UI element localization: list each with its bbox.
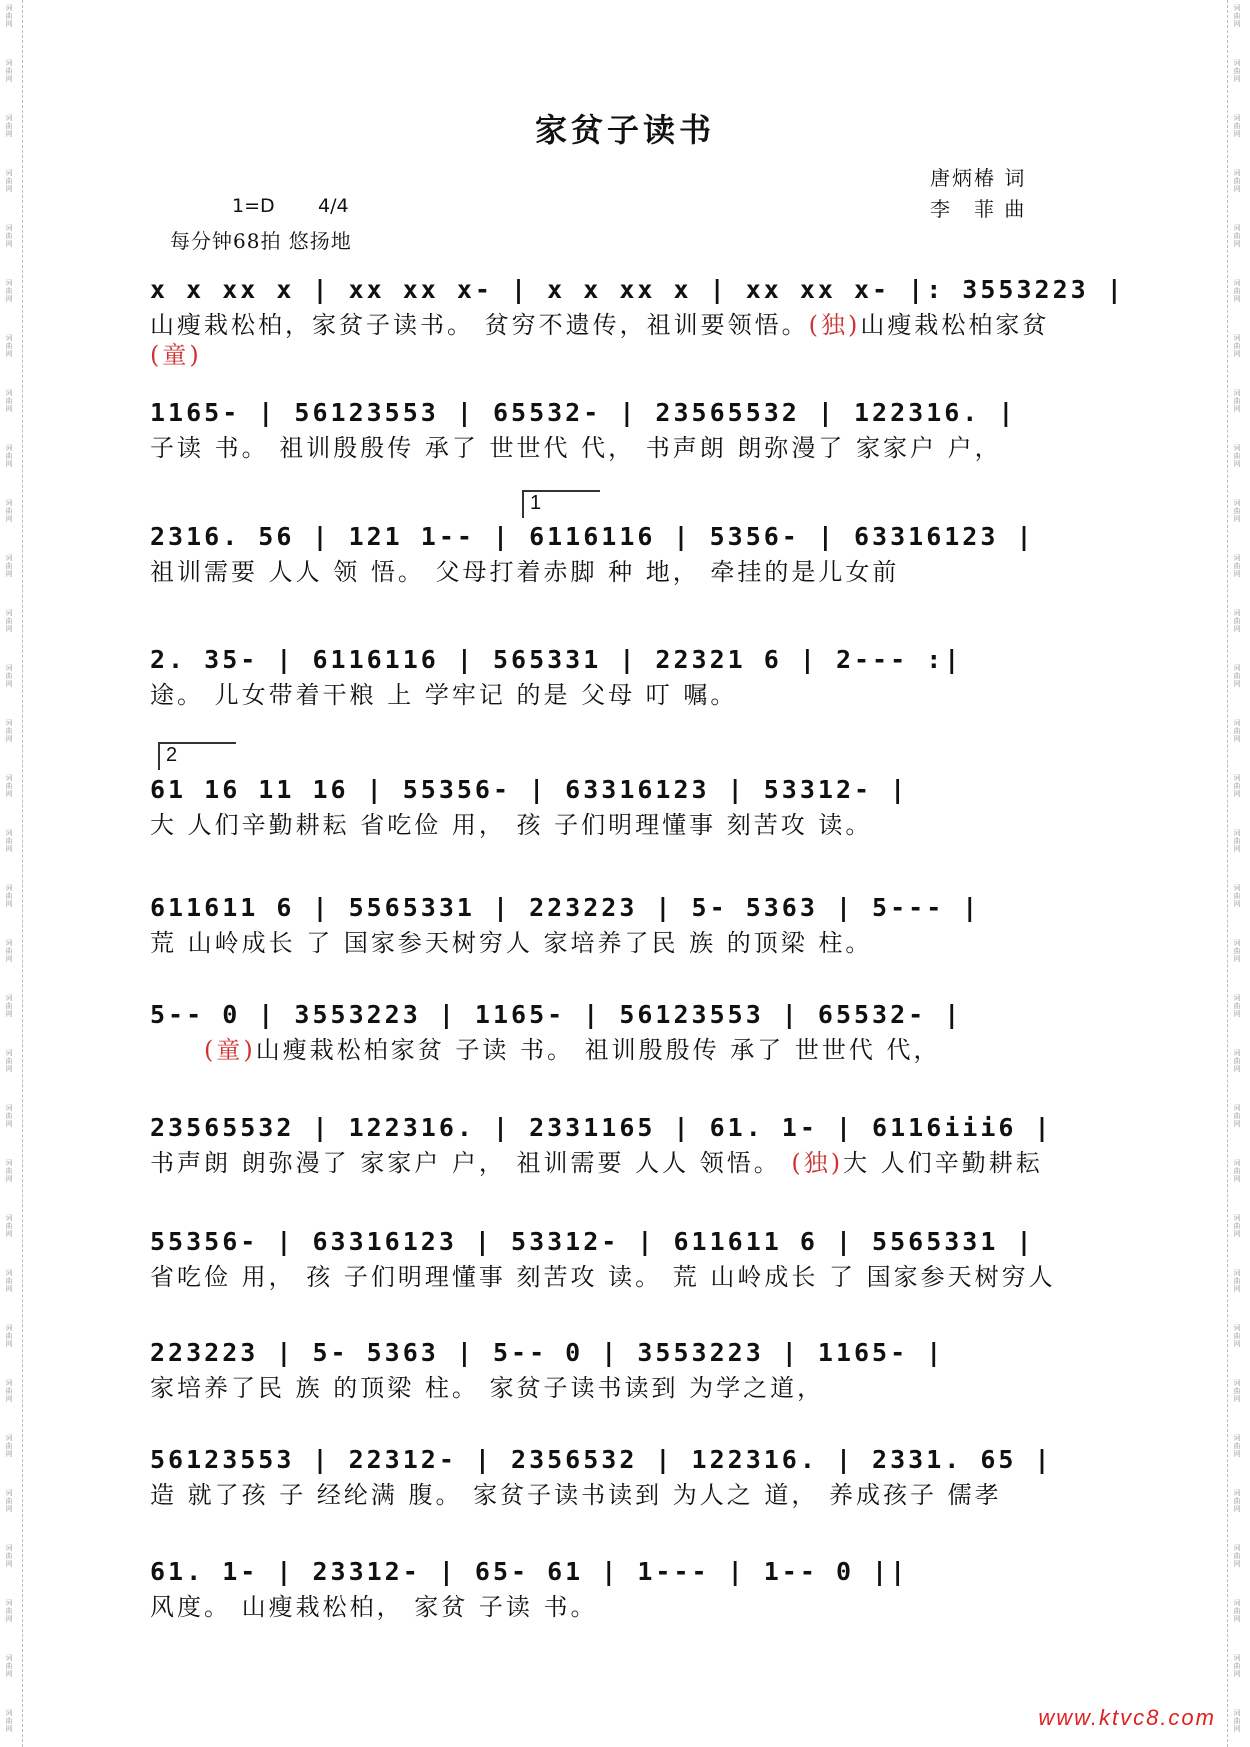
lyric-text: 风度。 山瘦栽松柏， 家贫 子读 书。	[150, 1593, 598, 1621]
watermark-text: 词曲网	[5, 554, 13, 578]
key-signature: 1=D	[232, 195, 275, 217]
watermark-text: 词曲网	[1233, 279, 1241, 303]
watermark-text: 词曲网	[5, 1049, 13, 1073]
lyric-text: 造 就了孩 子 经纶满 腹。 家贫子读书读到 为人之 道， 养成孩子 儒孝	[150, 1481, 1002, 1509]
notation-line: 56123553 | 22312- | 2356532 | 122316. | 2331. 65 |	[150, 1445, 1053, 1474]
composer-credit: 李 菲 曲	[930, 197, 1027, 221]
watermark-text: 词曲网	[5, 389, 13, 413]
watermark-text: 词曲网	[5, 1269, 13, 1293]
watermark-text: 词曲网	[1233, 664, 1241, 688]
watermark-text: 词曲网	[1233, 224, 1241, 248]
watermark-text: 词曲网	[5, 444, 13, 468]
watermark-text: 词曲网	[5, 59, 13, 83]
lyrics-line	[150, 1035, 1090, 1065]
notation-line: x x xx x | xx xx x- | x x xx x | xx xx x- |: 3553223 |	[150, 275, 1125, 304]
lyric-text: 途。 儿女带着干粮 上 学牢记 的是 父母 叮 嘱。	[150, 681, 738, 709]
watermark-text: 词曲网	[1233, 774, 1241, 798]
lyrics-line	[150, 810, 1090, 840]
notation-line: 223223 | 5- 5363 | 5-- 0 | 3553223 | 1165- |	[150, 1338, 945, 1367]
watermark-text: 词曲网	[1233, 884, 1241, 908]
lyric-text: 荒 山岭成长 了 国家参天树穷人 家培养了民 族 的顶梁 柱。	[150, 929, 873, 957]
watermark-text: 词曲网	[1233, 334, 1241, 358]
lyric-text: 山瘦栽松柏家贫 子读 书。 祖训殷殷传 承了 世世代 代，	[255, 1036, 941, 1064]
watermark-text: 词曲网	[1233, 1049, 1241, 1073]
watermark-text: 词曲网	[5, 774, 13, 798]
watermark-text: 词曲网	[1233, 1104, 1241, 1128]
watermark-text: 词曲网	[1233, 554, 1241, 578]
watermark-text: 词曲网	[1233, 1434, 1241, 1458]
watermark-text: 词曲网	[5, 169, 13, 193]
watermark-text: 词曲网	[1233, 59, 1241, 83]
lyric-text: 山瘦栽松柏家贫	[860, 311, 1050, 339]
watermark-text: 词曲网	[5, 1214, 13, 1238]
watermark-text: 词曲网	[5, 1159, 13, 1183]
lyrics-line	[150, 680, 1090, 710]
voice-marker: (独)	[808, 311, 861, 339]
watermark-text: 词曲网	[5, 609, 13, 633]
lyricist-credit: 唐炳椿 词	[930, 166, 1027, 190]
voice-marker: (童)	[150, 341, 202, 369]
score-row	[150, 1440, 1090, 1510]
lyric-text: 祖训需要 人人 领 悟。 父母打着赤脚 种 地， 牵挂的是儿女前	[150, 558, 900, 586]
lyric-text: 家培养了民 族 的顶梁 柱。 家贫子读书读到 为学之道，	[150, 1374, 825, 1402]
site-url: www.ktvc8.com	[1038, 1705, 1216, 1730]
score-row	[150, 770, 1090, 840]
lyrics-line	[150, 1373, 1090, 1403]
watermark-text: 词曲网	[5, 1104, 13, 1128]
watermark-text: 词曲网	[5, 1379, 13, 1403]
watermark-text: 词曲网	[1233, 994, 1241, 1018]
score-row	[150, 888, 1090, 958]
watermark-text: 词曲网	[5, 4, 13, 28]
voice-marker: (童)	[204, 1036, 256, 1064]
volta-2: 2	[158, 742, 236, 770]
volta-1: 1	[522, 490, 600, 518]
watermark-text: 词曲网	[5, 884, 13, 908]
watermark-text: 词曲网	[5, 1654, 13, 1678]
watermark-text: 词曲网	[1233, 169, 1241, 193]
lyrics-line	[150, 310, 1090, 340]
notation-line: 5-- 0 | 3553223 | 1165- | 56123553 | 65532- |	[150, 1000, 963, 1029]
watermark-text: 词曲网	[5, 279, 13, 303]
watermark-text: 词曲网	[5, 224, 13, 248]
watermark-text: 词曲网	[1233, 829, 1241, 853]
lyric-text: 大 人们辛勤耕耘	[843, 1149, 1043, 1177]
watermark-text: 词曲网	[5, 1709, 13, 1733]
watermark-text: 词曲网	[1233, 499, 1241, 523]
score-row	[150, 1108, 1090, 1178]
notation-line: 55356- | 63316123 | 53312- | 611611 6 | 5565331 |	[150, 1227, 1035, 1256]
notation-line: 23565532 | 122316. | 2331165 | 61. 1- | 6116iii6 |	[150, 1113, 1053, 1142]
watermark-text: 词曲网	[5, 1324, 13, 1348]
watermark-text: 词曲网	[1233, 4, 1241, 28]
score-row	[150, 640, 1090, 710]
watermark-text: 词曲网	[1233, 1544, 1241, 1568]
score-row	[150, 1333, 1090, 1403]
tempo-marking: 每分钟68拍 悠扬地	[170, 229, 352, 253]
watermark-text: 词曲网	[1233, 389, 1241, 413]
watermark-text: 词曲网	[1233, 1709, 1241, 1733]
notation-line: 2316. 56 | 121 1-- | 6116116 | 5356- | 63316123 |	[150, 522, 1035, 551]
lyrics-line	[150, 1480, 1090, 1510]
watermark-text: 词曲网	[1233, 609, 1241, 633]
score-row	[150, 270, 1125, 370]
watermark-text: 词曲网	[5, 829, 13, 853]
notation-line: 61 16 11 16 | 55356- | 63316123 | 53312- |	[150, 775, 909, 804]
score-row	[150, 995, 1090, 1065]
lyrics-subline	[150, 340, 1090, 370]
score-row	[150, 517, 1090, 587]
watermark-text: 词曲网	[5, 1434, 13, 1458]
watermark-text: 词曲网	[5, 1489, 13, 1513]
watermark-text: 词曲网	[1233, 1599, 1241, 1623]
watermark-text: 词曲网	[5, 994, 13, 1018]
watermark-text: 词曲网	[5, 939, 13, 963]
lyrics-line	[150, 1592, 1090, 1622]
score-row	[150, 1552, 1090, 1622]
watermark-text: 词曲网	[5, 719, 13, 743]
watermark-text: 词曲网	[5, 1544, 13, 1568]
notation-line: 1165- | 56123553 | 65532- | 23565532 | 122316. |	[150, 398, 1017, 427]
lyric-text: 子读 书。 祖训殷殷传 承了 世世代 代， 书声朗 朗弥漫了 家家户 户，	[150, 434, 1002, 462]
watermark-text: 词曲网	[1233, 1159, 1241, 1183]
watermark-text: 词曲网	[5, 499, 13, 523]
lyrics-line	[150, 1148, 1090, 1178]
watermark-text: 词曲网	[1233, 1269, 1241, 1293]
watermark-text: 词曲网	[1233, 1489, 1241, 1513]
score-row	[150, 1222, 1090, 1292]
watermark-text: 词曲网	[1233, 1654, 1241, 1678]
watermark-text: 词曲网	[1233, 444, 1241, 468]
notation-line: 2. 35- | 6116116 | 565331 | 22321 6 | 2--- :|	[150, 645, 963, 674]
notation-line: 611611 6 | 5565331 | 223223 | 5- 5363 | 5--- |	[150, 893, 981, 922]
watermark-text: 词曲网	[1233, 114, 1241, 138]
left-watermark-strip	[0, 0, 23, 1747]
time-signature: 4/4	[318, 195, 349, 217]
lyric-text: 省吃俭 用， 孩 子们明理懂事 刻苦攻 读。 荒 山岭成长 了 国家参天树穷人	[150, 1263, 1056, 1291]
watermark-text: 词曲网	[5, 114, 13, 138]
song-title: 家贫子读书	[534, 111, 715, 149]
watermark-text: 词曲网	[5, 1599, 13, 1623]
score-row	[150, 393, 1090, 463]
lyric-text: 大 人们辛勤耕耘 省吃俭 用， 孩 子们明理懂事 刻苦攻 读。	[150, 811, 873, 839]
right-watermark-strip	[1227, 0, 1250, 1747]
lyrics-line	[150, 1262, 1090, 1292]
watermark-text: 词曲网	[1233, 1324, 1241, 1348]
lyrics-line	[150, 557, 1090, 587]
lyric-text	[150, 1036, 204, 1064]
watermark-text: 词曲网	[1233, 939, 1241, 963]
watermark-text: 词曲网	[1233, 1214, 1241, 1238]
watermark-text: 词曲网	[1233, 1379, 1241, 1403]
voice-marker: (独)	[791, 1149, 844, 1177]
lyrics-line	[150, 433, 1090, 463]
lyric-text: 书声朗 朗弥漫了 家家户 户， 祖训需要 人人 领悟。	[150, 1149, 792, 1177]
notation-line: 61. 1- | 23312- | 65- 61 | 1--- | 1-- 0 ||	[150, 1557, 909, 1586]
lyrics-line	[150, 928, 1090, 958]
watermark-text: 词曲网	[5, 334, 13, 358]
lyric-text: 山瘦栽松柏，家贫子读书。 贫穷不遗传，祖训要领悟。	[150, 311, 809, 339]
watermark-text: 词曲网	[1233, 719, 1241, 743]
watermark-text: 词曲网	[5, 664, 13, 688]
